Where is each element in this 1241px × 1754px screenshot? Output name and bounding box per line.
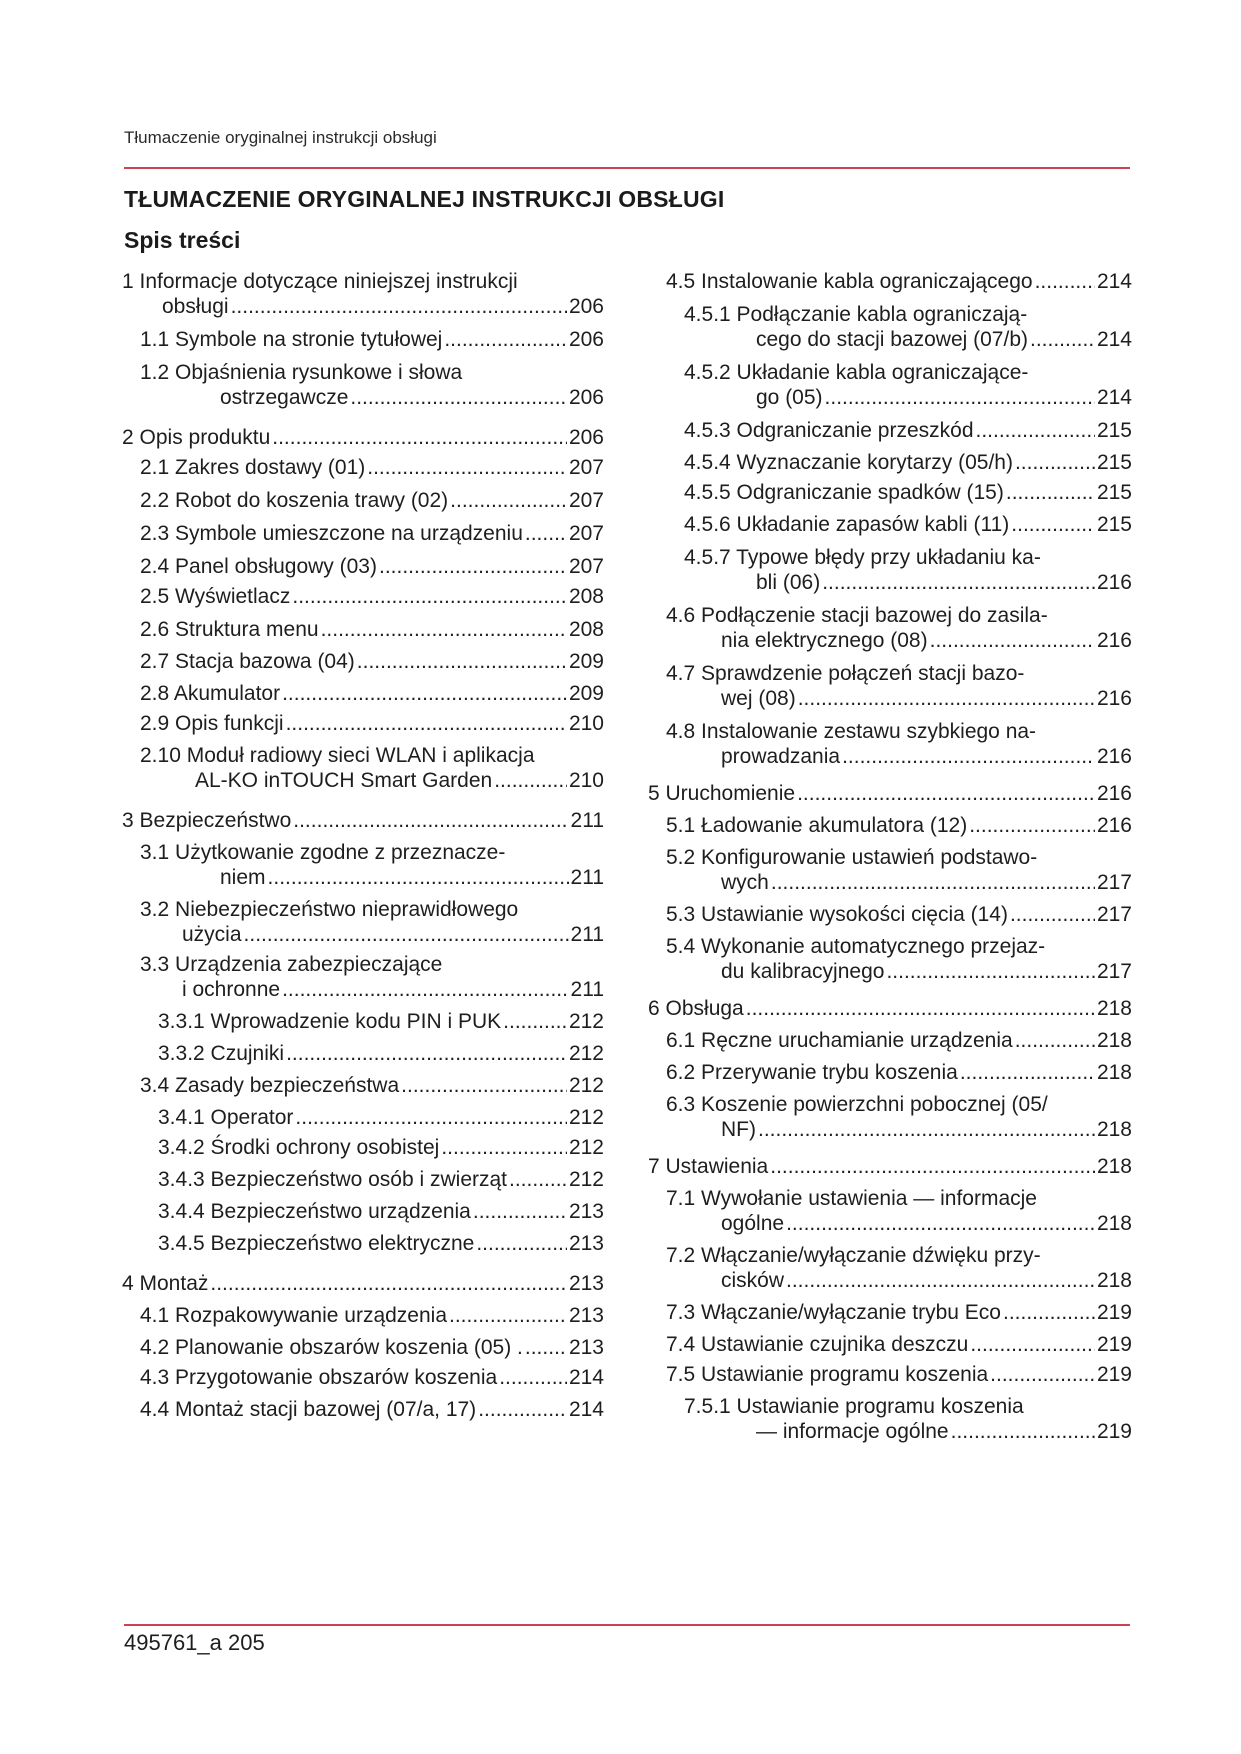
toc-page-number: 218 xyxy=(1096,1029,1132,1052)
toc-page-number: 212 xyxy=(568,1136,604,1159)
dot-leader xyxy=(1010,902,1095,927)
toc-entry[interactable] xyxy=(122,327,604,352)
toc-page-number: 210 xyxy=(568,712,604,735)
toc-entry-text: 4.4 Montaż stacji bazowej (07/a, 17) xyxy=(140,1398,477,1421)
dot-leader xyxy=(379,554,567,579)
toc-entry-text: 3.3.2 Czujniki xyxy=(158,1042,285,1065)
dot-leader xyxy=(295,1105,567,1130)
toc-entry-text: AL-KO inTOUCH Smart Garden xyxy=(195,769,493,792)
toc-entry-text: 6.2 Przerywanie trybu koszenia xyxy=(666,1061,958,1084)
toc-page-number: 219 xyxy=(1096,1301,1132,1324)
toc-entry-text: 3.4 Zasady bezpieczeństwa xyxy=(140,1074,400,1097)
toc-entry-text: du kalibracyjnego xyxy=(721,960,885,983)
toc-entry-text: 4.5.3 Odgraniczanie przeszkód xyxy=(684,419,974,442)
toc-entry[interactable] xyxy=(122,488,604,513)
toc-page-number: 212 xyxy=(568,1010,604,1033)
toc-entry-text: 4.5.7 Typowe błędy przy układaniu ka- xyxy=(684,546,1041,569)
running-header: Tłumaczenie oryginalnej instrukcji obsługi xyxy=(124,128,437,147)
toc-page-number: 206 xyxy=(568,386,604,409)
dot-leader xyxy=(321,617,567,642)
toc-entry-text: 2.1 Zakres dostawy (01) xyxy=(140,456,366,479)
toc-page-number: 209 xyxy=(568,650,604,673)
toc-entry-text: — informacje ogólne xyxy=(756,1420,949,1443)
toc-entry[interactable] xyxy=(648,845,1132,895)
toc-page-number: 216 xyxy=(1096,782,1132,805)
dot-leader xyxy=(525,1335,567,1360)
dot-leader xyxy=(478,1397,567,1422)
dot-leader xyxy=(282,681,567,706)
toc-entry-text: 7.1 Wywołanie ustawienia — informacje xyxy=(666,1187,1037,1210)
dot-leader xyxy=(771,870,1095,895)
dot-leader xyxy=(231,294,567,319)
toc-page-number: 215 xyxy=(1096,513,1132,536)
toc-entry-text: 3.4.4 Bezpieczeństwo urządzenia xyxy=(158,1200,471,1223)
toc-page-number: 216 xyxy=(1096,745,1132,768)
dot-leader xyxy=(503,1009,567,1034)
toc-entry-text: NF) xyxy=(721,1118,756,1141)
toc-entry[interactable] xyxy=(122,554,604,579)
toc-page-number: 212 xyxy=(568,1168,604,1191)
toc-entry-text: 4.5.4 Wyznaczanie korytarzy (05/h) xyxy=(684,451,1013,474)
dot-leader xyxy=(886,959,1095,984)
toc-page-number: 213 xyxy=(568,1232,604,1255)
toc-page-number: 215 xyxy=(1096,419,1132,442)
toc-entry-text: 4.7 Sprawdzenie połączeń stacji bazo- xyxy=(666,662,1025,685)
dot-leader xyxy=(367,455,567,480)
dot-leader xyxy=(494,768,567,793)
dot-leader xyxy=(797,781,1095,806)
toc-entry[interactable] xyxy=(122,584,604,609)
toc-entry-text: 3.3.1 Wprowadzenie kodu PIN i PUK xyxy=(158,1010,502,1033)
toc-entry-text: 1.1 Symbole na stronie tytułowej xyxy=(140,328,443,351)
toc-entry-text: 4.8 Instalowanie zestawu szybkiego na- xyxy=(666,720,1037,743)
dot-leader xyxy=(449,1303,567,1328)
toc-page-number: 215 xyxy=(1096,481,1132,504)
toc-page-number: 206 xyxy=(568,295,604,318)
toc-entry[interactable] xyxy=(648,603,1132,653)
toc-entry[interactable] xyxy=(122,711,604,736)
toc-entry-text: ostrzegawcze xyxy=(220,386,349,409)
toc-page-number: 206 xyxy=(568,328,604,351)
toc-entry[interactable] xyxy=(648,1243,1132,1293)
toc-entry-text: 4.2 Planowanie obszarów koszenia (05) . xyxy=(140,1336,523,1359)
toc-page-number: 212 xyxy=(568,1042,604,1065)
toc-page-number: 213 xyxy=(568,1200,604,1223)
toc-entry[interactable] xyxy=(648,1300,1132,1325)
toc-entry-text: 4.6 Podłączenie stacji bazowej do zasila- xyxy=(666,604,1048,627)
toc-entry[interactable] xyxy=(122,269,604,319)
toc-entry-text: 1.2 Objaśnienia rysunkowe i słowa xyxy=(140,361,463,384)
toc-entry-text: 4.5.5 Odgraniczanie spadków (15) xyxy=(684,481,1004,504)
toc-entry[interactable] xyxy=(648,418,1132,443)
dot-leader xyxy=(292,584,567,609)
dot-leader xyxy=(509,1167,567,1192)
toc-entry-text: 3.1 Użytkowanie zgodne z przeznacze- xyxy=(140,841,506,864)
toc-entry-text: wych xyxy=(721,871,769,894)
dot-leader xyxy=(272,425,567,450)
toc-entry-text: 2.10 Moduł radiowy sieci WLAN i aplikacja xyxy=(140,744,535,767)
toc-entry-text: 4 Montaż xyxy=(122,1272,209,1295)
toc-entry-text: 2.9 Opis funkcji xyxy=(140,712,284,735)
toc-entry-text: 3.4.5 Bezpieczeństwo elektryczne xyxy=(158,1232,475,1255)
toc-entry[interactable] xyxy=(122,1167,604,1192)
toc-page-number: 213 xyxy=(568,1272,604,1295)
toc-entry[interactable] xyxy=(648,996,1132,1021)
toc-page-number: 216 xyxy=(1096,814,1132,837)
toc-entry-text: i ochronne xyxy=(182,978,281,1001)
toc-page-number: 215 xyxy=(1096,451,1132,474)
toc-entry-text: 5 Uruchomienie xyxy=(648,782,796,805)
dot-leader xyxy=(450,488,567,513)
dot-leader xyxy=(476,1231,567,1256)
toc-entry[interactable] xyxy=(122,1009,604,1034)
toc-heading: Spis treści xyxy=(124,227,241,253)
dot-leader xyxy=(473,1199,567,1224)
toc-entry[interactable] xyxy=(122,1303,604,1328)
toc-page-number: 219 xyxy=(1096,1363,1132,1386)
toc-page-number: 211 xyxy=(570,866,604,889)
toc-page-number: 207 xyxy=(568,555,604,578)
toc-entry-text: nia elektrycznego (08) xyxy=(721,629,928,652)
toc-page-number: 210 xyxy=(568,769,604,792)
dot-leader xyxy=(210,1271,567,1296)
toc-entry[interactable] xyxy=(648,934,1132,984)
toc-entry-text: ogólne xyxy=(721,1212,785,1235)
dot-leader xyxy=(1015,1028,1095,1053)
toc-left-column xyxy=(122,269,604,1422)
dot-leader xyxy=(286,1041,567,1066)
toc-entry-text: 3.4.3 Bezpieczeństwo osób i zwierząt xyxy=(158,1168,508,1191)
toc-entry-text: 2.2 Robot do koszenia trawy (02) xyxy=(140,489,449,512)
toc-entry[interactable] xyxy=(122,521,604,546)
toc-entry-text: cisków xyxy=(721,1269,785,1292)
toc-page-number: 218 xyxy=(1096,1061,1132,1084)
toc-entry-text: obsługi xyxy=(162,295,229,318)
toc-page-number: 213 xyxy=(568,1336,604,1359)
toc-page-number: 211 xyxy=(570,978,604,1001)
toc-entry[interactable] xyxy=(648,661,1132,711)
dot-leader xyxy=(930,628,1095,653)
dot-leader xyxy=(293,808,568,833)
toc-page-number: 214 xyxy=(568,1366,604,1389)
toc-entry-text: 4.5.1 Podłączanie kabla ograniczają- xyxy=(684,303,1028,326)
toc-entry[interactable] xyxy=(648,1028,1132,1053)
toc-page-number: 218 xyxy=(1096,1118,1132,1141)
dot-leader xyxy=(970,1332,1095,1357)
toc-entry-text: 3 Bezpieczeństwo xyxy=(122,809,292,832)
toc-entry-text: 4.5 Instalowanie kabla ograniczającego xyxy=(666,270,1033,293)
toc-entry-text: 7.5 Ustawianie programu koszenia xyxy=(666,1363,989,1386)
dot-leader xyxy=(441,1135,567,1160)
toc-entry-text: 7.3 Włączanie/wyłączanie trybu Eco xyxy=(666,1301,1001,1324)
toc-page-number: 214 xyxy=(568,1398,604,1421)
toc-entry[interactable] xyxy=(122,1231,604,1256)
toc-page-number: 218 xyxy=(1096,1269,1132,1292)
toc-entry[interactable] xyxy=(122,1073,604,1098)
toc-entry[interactable] xyxy=(648,781,1132,806)
toc-entry[interactable] xyxy=(648,545,1132,595)
toc-entry-text: 5.1 Ładowanie akumulatora (12) xyxy=(666,814,968,837)
toc-entry[interactable] xyxy=(122,808,604,833)
dot-leader xyxy=(825,385,1095,410)
toc-entry-text: 4.3 Przygotowanie obszarów koszenia xyxy=(140,1366,498,1389)
toc-entry[interactable] xyxy=(648,813,1132,838)
toc-page-number: 207 xyxy=(568,522,604,545)
toc-page-number: 208 xyxy=(568,618,604,641)
toc-entry[interactable] xyxy=(648,360,1132,410)
toc-entry-text: 3.3 Urządzenia zabezpieczające xyxy=(140,953,443,976)
dot-leader xyxy=(350,385,567,410)
dot-leader xyxy=(746,996,1095,1021)
toc-page-number: 219 xyxy=(1096,1333,1132,1356)
toc-entry-text: wej (08) xyxy=(721,687,796,710)
toc-entry[interactable] xyxy=(122,952,604,1002)
dot-leader xyxy=(990,1362,1095,1387)
toc-page-number: 211 xyxy=(570,809,604,832)
toc-entry-text: niem xyxy=(220,866,266,889)
toc-page-number: 213 xyxy=(568,1304,604,1327)
page-footer: 495761_a 205 xyxy=(124,1630,265,1655)
dot-leader xyxy=(1003,1300,1095,1325)
toc-entry[interactable] xyxy=(648,902,1132,927)
toc-entry[interactable] xyxy=(122,1105,604,1130)
toc-entry-text: 6 Obsługa xyxy=(648,997,744,1020)
toc-entry-text: 1 Informacje dotyczące niniejszej instrukcji xyxy=(122,270,518,293)
dot-leader xyxy=(960,1060,1095,1085)
toc-page-number: 219 xyxy=(1096,1420,1132,1443)
dot-leader xyxy=(357,649,567,674)
toc-entry[interactable] xyxy=(648,480,1132,505)
toc-entry[interactable] xyxy=(122,1365,604,1390)
toc-entry[interactable] xyxy=(648,1060,1132,1085)
toc-page-number: 211 xyxy=(570,923,604,946)
toc-entry[interactable] xyxy=(648,1394,1132,1444)
dot-leader xyxy=(401,1073,567,1098)
toc-entry-text: 6.3 Koszenie powierzchni pobocznej (05/ xyxy=(666,1093,1048,1116)
toc-entry[interactable] xyxy=(648,512,1132,537)
toc-entry[interactable] xyxy=(648,1154,1132,1179)
toc-entry[interactable] xyxy=(122,1135,604,1160)
toc-entry-text: 4.5.6 Układanie zapasów kabli (11) xyxy=(684,513,1010,536)
toc-entry[interactable] xyxy=(648,450,1132,475)
toc-entry-text: 5.3 Ustawianie wysokości cięcia (14) xyxy=(666,903,1008,926)
dot-leader xyxy=(1015,450,1095,475)
toc-entry[interactable] xyxy=(122,1199,604,1224)
dot-leader xyxy=(976,418,1095,443)
toc-entry[interactable] xyxy=(122,897,604,947)
footer-rule xyxy=(124,1624,1130,1626)
toc-page-number: 216 xyxy=(1096,629,1132,652)
dot-leader xyxy=(786,1268,1095,1293)
toc-entry[interactable] xyxy=(122,1397,604,1422)
dot-leader xyxy=(444,327,567,352)
toc-entry[interactable] xyxy=(122,1271,604,1296)
toc-entry-text: 2 Opis produktu xyxy=(122,426,271,449)
toc-entry[interactable] xyxy=(122,681,604,706)
toc-page-number: 212 xyxy=(568,1074,604,1097)
dot-leader xyxy=(244,922,569,947)
dot-leader xyxy=(786,1211,1095,1236)
toc-entry[interactable] xyxy=(122,617,604,642)
dot-leader xyxy=(822,570,1095,595)
toc-entry-text: 7.4 Ustawianie czujnika deszczu xyxy=(666,1333,969,1356)
toc-page-number: 214 xyxy=(1096,270,1132,293)
toc-entry[interactable] xyxy=(648,302,1132,352)
dot-leader xyxy=(525,521,567,546)
toc-page-number: 217 xyxy=(1096,903,1132,926)
dot-leader xyxy=(798,686,1095,711)
toc-entry-text: 2.5 Wyświetlacz xyxy=(140,585,291,608)
toc-entry-text: 7.2 Włączanie/wyłączanie dźwięku przy- xyxy=(666,1244,1041,1267)
toc-entry[interactable] xyxy=(648,719,1132,769)
toc-page-number: 216 xyxy=(1096,687,1132,710)
toc-entry-text: 2.8 Akumulator xyxy=(140,682,281,705)
toc-page-number: 207 xyxy=(568,456,604,479)
toc-entry[interactable] xyxy=(122,840,604,890)
toc-page-number: 214 xyxy=(1096,386,1132,409)
toc-entry-text: 3.4.2 Środki ochrony osobistej xyxy=(158,1136,440,1159)
toc-page-number: 216 xyxy=(1096,571,1132,594)
toc-page-number: 218 xyxy=(1096,1212,1132,1235)
toc-entry-text: 7.5.1 Ustawianie programu koszenia xyxy=(684,1395,1024,1418)
document-title: TŁUMACZENIE ORYGINALNEJ INSTRUKCJI OBSŁUGI xyxy=(124,186,725,212)
toc-entry-text: go (05) xyxy=(756,386,823,409)
toc-entry-text: 5.4 Wykonanie automatycznego przejaz- xyxy=(666,935,1046,958)
toc-entry[interactable] xyxy=(122,649,604,674)
toc-page-number: 218 xyxy=(1096,997,1132,1020)
toc-page-number: 212 xyxy=(568,1106,604,1129)
header-rule xyxy=(124,167,1130,169)
toc-page-number: 218 xyxy=(1096,1155,1132,1178)
toc-entry[interactable] xyxy=(122,1041,604,1066)
toc-entry[interactable] xyxy=(648,1362,1132,1387)
toc-entry[interactable] xyxy=(122,743,604,793)
toc-entry-text: 4.1 Rozpakowywanie urządzenia xyxy=(140,1304,448,1327)
toc-entry-text: 3.2 Niebezpieczeństwo nieprawidłowego xyxy=(140,898,519,921)
dot-leader xyxy=(842,744,1095,769)
dot-leader xyxy=(282,977,568,1002)
toc-page-number: 217 xyxy=(1096,871,1132,894)
toc-entry[interactable] xyxy=(648,1332,1132,1357)
toc-entry-text: prowadzania xyxy=(721,745,841,768)
dot-leader xyxy=(969,813,1095,838)
toc-entry-text: bli (06) xyxy=(756,571,821,594)
toc-entry-text: 7 Ustawienia xyxy=(648,1155,769,1178)
toc-entry[interactable] xyxy=(122,455,604,480)
toc-page-number: 217 xyxy=(1096,960,1132,983)
dot-leader xyxy=(1006,480,1095,505)
toc-entry-text: 2.7 Stacja bazowa (04) xyxy=(140,650,355,673)
dot-leader xyxy=(1011,512,1095,537)
toc-entry[interactable] xyxy=(648,269,1132,294)
dot-leader xyxy=(1030,327,1095,352)
toc-entry-text: użycia xyxy=(182,923,242,946)
toc-entry[interactable] xyxy=(648,1186,1132,1236)
toc-entry[interactable] xyxy=(648,1092,1132,1142)
toc-entry-text: 6.1 Ręczne uruchamianie urządzenia xyxy=(666,1029,1013,1052)
dot-leader xyxy=(770,1154,1095,1179)
toc-entry-text: 5.2 Konfigurowanie ustawień podstawo- xyxy=(666,846,1038,869)
toc-entry-text: 2.6 Struktura menu xyxy=(140,618,319,641)
toc-entry-text: cego do stacji bazowej (07/b) xyxy=(756,328,1028,351)
toc-page-number: 208 xyxy=(568,585,604,608)
toc-page-number: 214 xyxy=(1096,328,1132,351)
toc-entry-text: 3.4.1 Operator xyxy=(158,1106,294,1129)
toc-page-number: 209 xyxy=(568,682,604,705)
toc-entry-text: 2.4 Panel obsługowy (03) xyxy=(140,555,377,578)
dot-leader xyxy=(1035,269,1095,294)
dot-leader xyxy=(499,1365,567,1390)
toc-entry-text: 2.3 Symbole umieszczone na urządzeniu xyxy=(140,522,523,545)
toc-page-number: 207 xyxy=(568,489,604,512)
dot-leader xyxy=(286,711,567,736)
toc-entry[interactable] xyxy=(122,360,604,410)
toc-right-column xyxy=(648,269,1132,1444)
toc-entry[interactable] xyxy=(122,1335,604,1360)
dot-leader xyxy=(951,1419,1095,1444)
toc-entry[interactable] xyxy=(122,425,604,450)
toc-entry-text: 4.5.2 Układanie kabla ograniczające- xyxy=(684,361,1029,384)
dot-leader xyxy=(758,1117,1095,1142)
toc-page-number: 206 xyxy=(568,426,604,449)
dot-leader xyxy=(268,865,569,890)
